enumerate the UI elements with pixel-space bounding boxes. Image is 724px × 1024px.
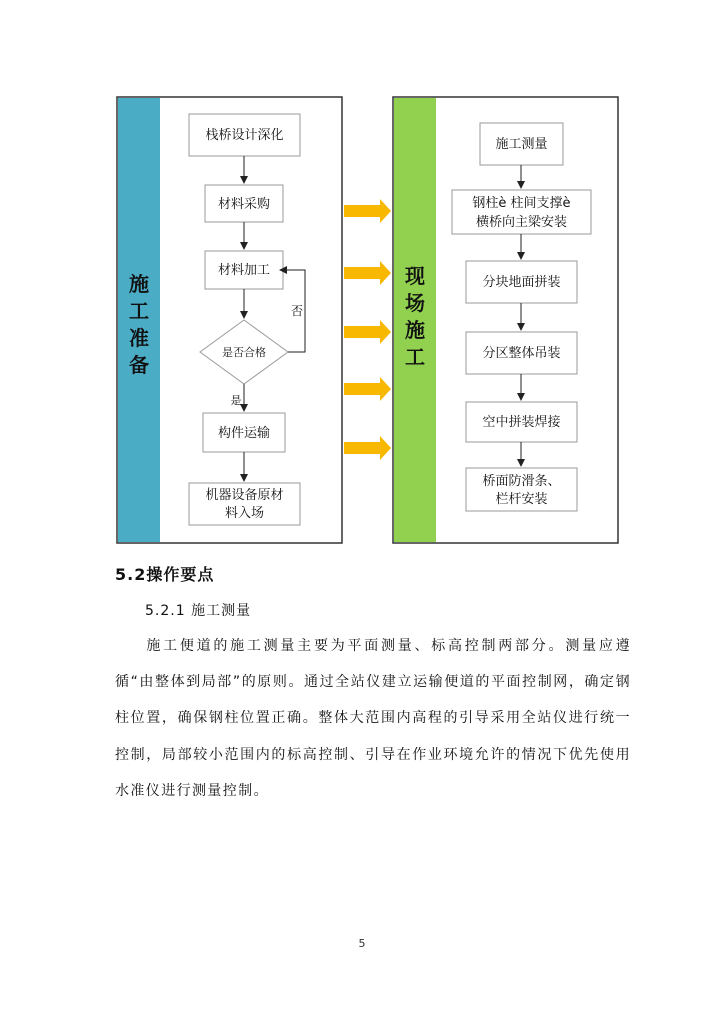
step-welding-label: 空中拼装焊接 bbox=[482, 415, 561, 430]
body-paragraph bbox=[115, 628, 631, 809]
left-label-char: 工 bbox=[129, 299, 149, 323]
step-lifting-label: 分区整体吊装 bbox=[482, 346, 561, 361]
left-label-char: 备 bbox=[129, 353, 149, 377]
section-heading: 5.2操作要点 bbox=[115, 565, 215, 584]
step-railing-line1: 桥面防滑条、 bbox=[482, 474, 561, 489]
step-ground-assembly-label: 分块地面拼装 bbox=[482, 275, 561, 290]
page-number: 5 bbox=[358, 937, 366, 950]
right-label-char: 现 bbox=[405, 264, 425, 288]
step-transport-label: 构件运输 bbox=[217, 426, 271, 441]
subsection-heading: 5.2.1 施工测量 bbox=[145, 603, 252, 619]
step-columns-line1: 钢柱è 柱间支撑è bbox=[472, 196, 571, 211]
step-railing-line2: 栏杆安装 bbox=[495, 492, 548, 507]
right-label-char: 施 bbox=[405, 318, 425, 342]
left-label-char: 施 bbox=[129, 272, 149, 296]
transfer-arrow bbox=[344, 261, 391, 285]
right-label-char: 工 bbox=[405, 345, 425, 369]
no-label: 否 bbox=[290, 304, 304, 318]
step-design-label: 栈桥设计深化 bbox=[205, 128, 284, 143]
body-paragraph-text: 施工便道的施工测量主要为平面测量、标高控制两部分。测量应遵循“由整体到局部”的原则。通过全站仪建立运输便道的平面控制网，确定钢柱位置，确保钢柱位置正确。整体大范围内高程的引导采用全站仪进行统一控制，局部较小范围内的标高控制、引导在作业环境允许的情况下优先使用水准仪进行测量控制。 bbox=[115, 638, 631, 799]
step-processing-label: 材料加工 bbox=[217, 263, 271, 278]
transfer-arrows bbox=[344, 199, 391, 460]
step-entry-line1: 机器设备原材 bbox=[205, 488, 284, 503]
step-entry-line2: 料入场 bbox=[224, 506, 265, 521]
right-label-char: 场 bbox=[405, 291, 425, 315]
decision-label: 是否合格 bbox=[222, 346, 266, 359]
step-columns-line2: 横桥向主梁安装 bbox=[475, 215, 568, 230]
left-label-char: 准 bbox=[129, 326, 149, 350]
transfer-arrow bbox=[344, 377, 391, 401]
yes-label: 是 bbox=[230, 394, 242, 407]
transfer-arrow bbox=[344, 320, 391, 344]
transfer-arrow bbox=[344, 199, 391, 223]
transfer-arrow bbox=[344, 436, 391, 460]
step-purchase-label: 材料采购 bbox=[217, 197, 271, 212]
step-survey-label: 施工测量 bbox=[495, 137, 548, 152]
